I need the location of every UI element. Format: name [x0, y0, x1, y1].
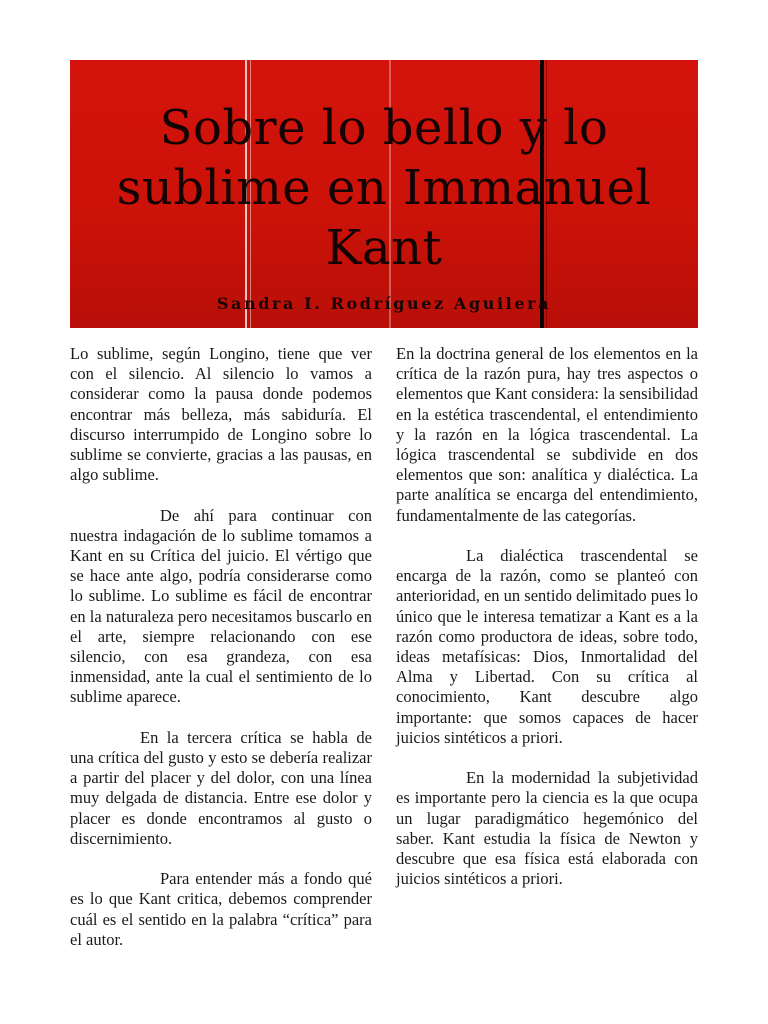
paragraph: Lo sublime, según Longino, tiene que ver con el silencio. Al silencio lo vamos a considerar como la pausa donde podemos encontrar más belleza, más sabiduría. El discurso interrumpido de Longino sobre lo sublime se convierte, gracias a las pausas, en algo sublime.: [70, 344, 372, 485]
right-column: [396, 344, 698, 910]
paragraph: De ahí para continuar con nuestra indagación de lo sublime tomamos a Kant en su Crítica del juicio. El vértigo que se hace ante algo, podría considerarse como lo sublime. Lo sublime es fácil de encontrar en la naturaleza pero necesitamos buscarlo en el arte, siempre relacionando con ese silencio, con esa grandeza, con esa inmensidad, ante la cual el sentimiento de lo sublime aparece.: [70, 505, 372, 707]
paragraph: En la modernidad la subjetividad es importante pero la ciencia es la que ocupa un lugar paradigmático hegemónico del saber. Kant estudia la física de Newton y descubre que esa física está elaborada con juicios sintéticos a priori.: [396, 768, 698, 889]
paragraph: Para entender más a fondo qué es lo que Kant critica, debemos comprender cuál es el sentido en la palabra “crítica” para el autor.: [70, 869, 372, 949]
paragraph: En la doctrina general de los elementos en la crítica de la razón pura, hay tres aspectos o elementos que Kant considera: la sensibilidad en la estética trascendental, el entendimiento y la razón en la lógica trascendental. La lógica trascendental se subdivide en dos elementos que son: analítica y dialéctica. La parte analítica se encarga del entendimiento, fundamentalmente de las categorías.: [396, 344, 698, 525]
paragraph: La dialéctica trascendental se encarga de la razón, como se planteó con anterioridad, en un sentido delimitado pues lo único que le interesa tematizar a Kant es a la razón como productora de ideas, sobre todo, ideas metafísicas: Dios, Inmortalidad del Alma y Libertad. Con su crítica al conocimiento, Kant descubre algo importante: que somos capaces de hacer juicios sintéticos a priori.: [396, 546, 698, 747]
left-column: [70, 344, 372, 970]
title-banner: [70, 60, 698, 328]
page-title: Sobre lo bello y lo sublime en Immanuel Kant: [116, 100, 652, 276]
paragraph: En la tercera crítica se habla de una crítica del gusto y esto se debería realizar a partir del placer y del dolor, con una línea muy delgada de distancia. Entre ese dolor y placer es donde encontramos al gusto o discernimiento.: [70, 727, 372, 848]
author-name: Sandra I. Rodríguez Aguilera: [216, 294, 552, 313]
